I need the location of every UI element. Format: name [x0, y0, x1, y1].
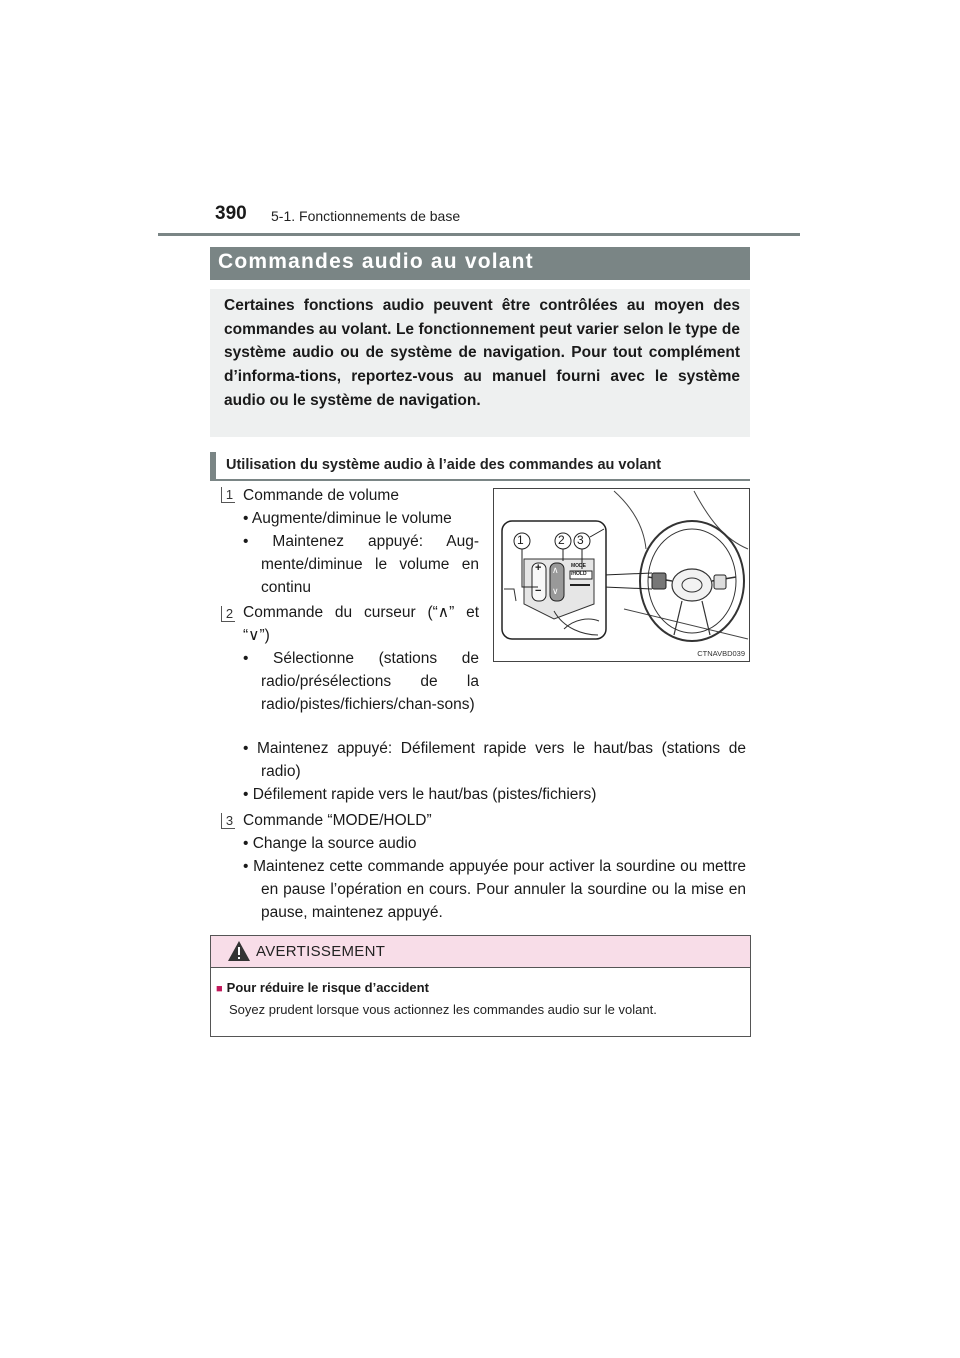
- hold-label: /HOLD: [571, 571, 587, 577]
- breadcrumb: 5-1. Fonctionnements de base: [271, 208, 461, 224]
- item-1-bullet-1: • Augmente/diminue le volume: [243, 510, 452, 527]
- callout-2: 2: [558, 533, 565, 547]
- page-title-bar: [210, 247, 750, 280]
- plus-icon: +: [535, 562, 542, 574]
- warning-marker-icon: ■: [216, 983, 223, 995]
- mode-label: MODE: [571, 563, 586, 569]
- item-3-bullet-2: • Maintenez cette commande appuyée pour activer la sourdine ou mettre en pause l’opération en cours. Pour annuler la sourdine ou la mise en pause, maintenez appuyé.: [243, 858, 746, 921]
- item-2-bullet-1: • Sélectionne (stations de radio/présélections de la radio/pistes/fichiers/chan-sons): [243, 650, 479, 713]
- section-heading-bar: [210, 452, 216, 479]
- warning-body: Soyez prudent lorsque vous actionnez les commandes audio sur le volant.: [229, 1002, 657, 1017]
- intro-text: Certaines fonctions audio peuvent être contrôlées au moyen des commandes au volant. Le fonctionnement peut varier selon le type de système audio ou de système de navigation. Pour tout complément d’informa-tions, reportez-vous au manuel fourni avec le système audio ou le système de navigation.: [224, 297, 740, 409]
- steering-wheel-figure: [493, 488, 750, 662]
- figure-code: CTNAVBD039: [697, 649, 745, 658]
- item-3-bullet-1: • Change la source audio: [243, 835, 417, 852]
- item-title-3: Commande “MODE/HOLD”: [243, 812, 432, 829]
- section-heading: [210, 452, 750, 481]
- page-number: 390: [215, 203, 247, 224]
- item-1-bullet-2: • Maintenez appuyé: Aug-mente/diminue le volume en continu: [243, 533, 479, 596]
- warning-subheading-row: [216, 980, 429, 995]
- chevron-down-icon: ∨: [552, 586, 559, 596]
- item-2-bullet-3: • Défilement rapide vers le haut/bas (pistes/fichiers): [243, 786, 597, 803]
- minus-icon: −: [535, 585, 542, 597]
- intro-box: [210, 289, 750, 437]
- item-2-bullet-2: • Maintenez appuyé: Défilement rapide vers le haut/bas (stations de radio): [243, 740, 746, 780]
- callout-1: 1: [517, 533, 524, 547]
- item-number-2: 2: [221, 606, 235, 622]
- steering-wheel-illustration: [494, 489, 749, 661]
- page-title: Commandes audio au volant: [218, 250, 534, 273]
- warning-subheading: Pour réduire le risque d’accident: [226, 980, 429, 995]
- warning-heading: AVERTISSEMENT: [256, 943, 386, 960]
- item-title-1: Commande de volume: [243, 487, 399, 504]
- section-heading-text: Utilisation du système audio à l’aide des commandes au volant: [226, 457, 662, 473]
- warning-triangle-icon: [227, 940, 251, 962]
- item-title-2: Commande du curseur (“∧” et “∨”): [243, 604, 479, 644]
- callout-3: 3: [577, 533, 584, 547]
- item-number-1: 1: [221, 487, 235, 503]
- warning-header: [211, 936, 750, 968]
- chevron-up-icon: ∧: [552, 565, 559, 575]
- item-number-3: 3: [221, 813, 235, 829]
- header-rule: [158, 233, 800, 236]
